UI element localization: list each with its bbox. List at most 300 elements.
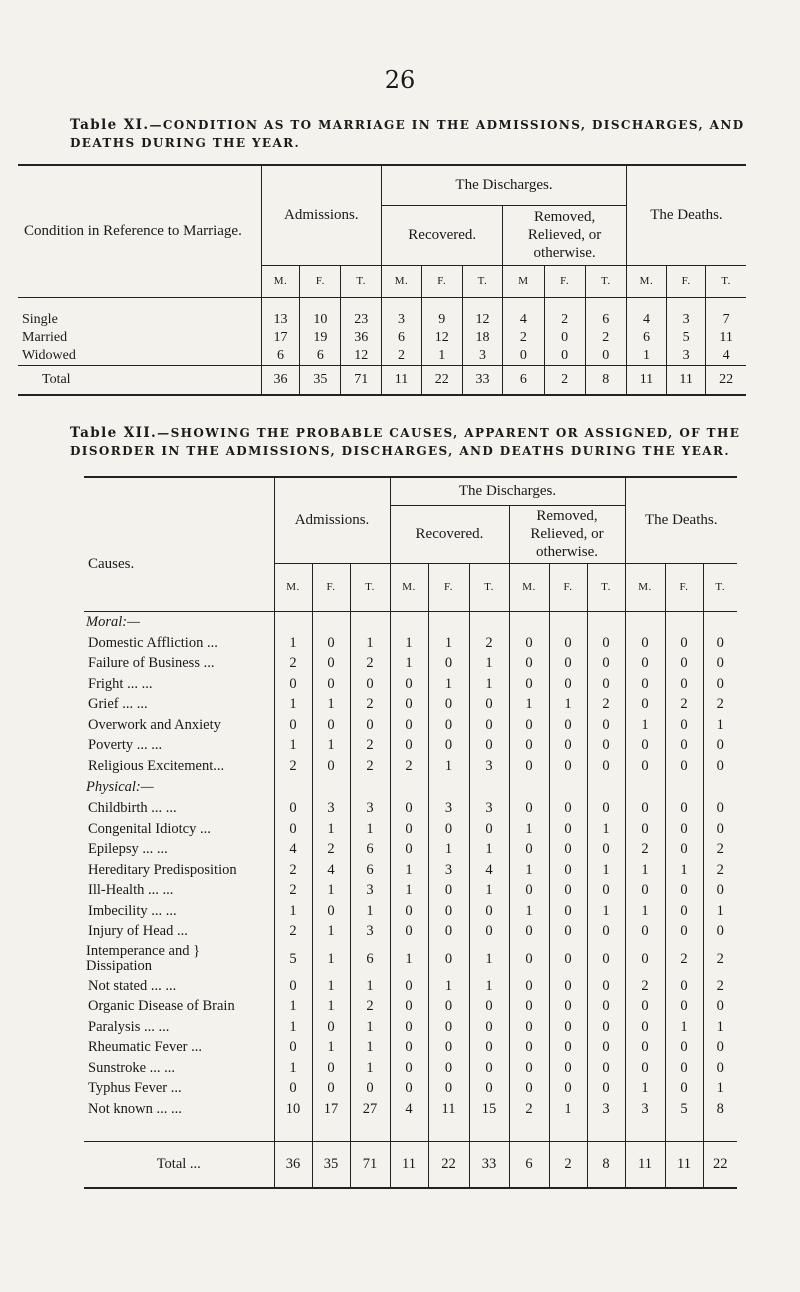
cell: 1: [428, 976, 469, 997]
cell: 0: [665, 840, 703, 861]
row-label: Ill-Health ... ...: [88, 882, 174, 899]
cell: 0: [509, 799, 549, 820]
cell: 5: [665, 1099, 703, 1120]
cell: 0: [703, 997, 737, 1018]
recovered-header: Recovered.: [382, 205, 503, 265]
cell: 1: [390, 860, 428, 881]
cell: 35: [312, 1142, 350, 1188]
cell: 0: [549, 674, 587, 695]
cell: 0: [428, 1038, 469, 1059]
death-t-header: T.: [703, 563, 737, 611]
cell: 3: [428, 799, 469, 820]
cell: 0: [428, 715, 469, 736]
total-row: [84, 1142, 737, 1188]
table-row: [84, 756, 737, 777]
table-row: [84, 1038, 737, 1059]
cell: 2: [703, 695, 737, 716]
cell: 35: [300, 365, 341, 395]
cell: 0: [625, 819, 665, 840]
recovered-header: Recovered.: [390, 505, 509, 563]
cell: 0: [350, 674, 390, 695]
discharges-header: The Discharges.: [390, 477, 625, 505]
cell: 1: [625, 860, 665, 881]
cell: 1: [312, 922, 350, 943]
cell: 1: [390, 633, 428, 654]
moral-section: [84, 611, 737, 633]
cell: 0: [428, 695, 469, 716]
cell: 71: [350, 1142, 390, 1188]
table-row: [84, 1099, 737, 1120]
cell: 0: [469, 715, 509, 736]
row-label: Organic Disease of Brain: [88, 998, 235, 1015]
cell: 2: [585, 329, 626, 347]
table-row: [18, 311, 746, 329]
cell: 0: [703, 819, 737, 840]
cell: 0: [390, 715, 428, 736]
table-row: [84, 881, 737, 902]
cell: 0: [625, 942, 665, 976]
table-row: [84, 736, 737, 757]
cell: 3: [667, 311, 706, 329]
cell: 0: [665, 997, 703, 1018]
cell: 1: [350, 633, 390, 654]
cell: 0: [390, 819, 428, 840]
cell: 0: [469, 1017, 509, 1038]
cell: 1: [549, 695, 587, 716]
table-row: [84, 695, 737, 716]
row-label: Paralysis ... ...: [88, 1018, 170, 1035]
table-11-caption: [70, 116, 750, 152]
cell: 1: [625, 901, 665, 922]
cell: 0: [665, 756, 703, 777]
cell: 0: [587, 654, 625, 675]
cell: 0: [665, 976, 703, 997]
cell: 23: [341, 311, 382, 329]
cell: 0: [390, 1017, 428, 1038]
cell: 0: [312, 1058, 350, 1079]
cell: 0: [625, 997, 665, 1018]
table-row: [84, 860, 737, 881]
cell: 0: [509, 633, 549, 654]
table-row: [84, 840, 737, 861]
cell: 6: [350, 860, 390, 881]
cell: 0: [549, 922, 587, 943]
cell: 0: [509, 976, 549, 997]
cell: 0: [274, 1079, 312, 1100]
cell: 12: [462, 311, 503, 329]
cell: 0: [549, 881, 587, 902]
cell: 0: [469, 819, 509, 840]
cell: 2: [587, 695, 625, 716]
cell: 1: [274, 1058, 312, 1079]
cell: 1: [274, 997, 312, 1018]
cell: 1: [703, 1079, 737, 1100]
cell: 1: [509, 901, 549, 922]
cell: 0: [587, 715, 625, 736]
table-11: [18, 164, 746, 396]
cell: 0: [549, 633, 587, 654]
cell: 0: [587, 736, 625, 757]
cell: 0: [587, 1017, 625, 1038]
cell: 15: [469, 1099, 509, 1120]
cell: 0: [509, 674, 549, 695]
cell: 0: [625, 881, 665, 902]
cell: 0: [509, 1079, 549, 1100]
rem-f-header: F.: [549, 563, 587, 611]
cell: 0: [625, 633, 665, 654]
cell: 2: [665, 695, 703, 716]
cell: 0: [665, 1058, 703, 1079]
death-m-header: M.: [625, 563, 665, 611]
cell: 6: [585, 311, 626, 329]
cell: 71: [341, 365, 382, 395]
row-label: Childbirth ... ...: [88, 800, 177, 817]
cell: 0: [503, 347, 544, 365]
cell: 3: [350, 922, 390, 943]
cell: 1: [469, 654, 509, 675]
cell: 0: [469, 901, 509, 922]
cell: 0: [509, 1038, 549, 1059]
row-label: Widowed: [22, 347, 76, 363]
cell: 1: [312, 1038, 350, 1059]
cell: 0: [312, 901, 350, 922]
cell: 2: [703, 942, 737, 976]
cell: 0: [509, 881, 549, 902]
cell: 19: [300, 329, 341, 347]
cell: 0: [549, 736, 587, 757]
rec-m-header: M.: [390, 563, 428, 611]
cell: 0: [549, 840, 587, 861]
row-label: Fright ... ...: [88, 675, 153, 692]
cell: 11: [626, 365, 666, 395]
cell: 3: [462, 347, 503, 365]
cell: 3: [625, 1099, 665, 1120]
table-11-caption-text: —CONDITION AS TO MARRIAGE IN THE ADMISSIONS, DISCHARGES, AND DEATHS DURING THE YEAR.: [70, 118, 745, 150]
cell: 2: [665, 942, 703, 976]
cell: 0: [390, 799, 428, 820]
cell: 1: [428, 756, 469, 777]
cell: 0: [312, 633, 350, 654]
rem-t-header: T.: [587, 563, 625, 611]
cell: 1: [703, 901, 737, 922]
table-row: [18, 329, 746, 347]
cell: 0: [625, 695, 665, 716]
cell: 0: [469, 1038, 509, 1059]
cell: 6: [382, 329, 422, 347]
cell: 0: [549, 976, 587, 997]
cell: 12: [421, 329, 462, 347]
cell: 0: [587, 799, 625, 820]
cell: 0: [703, 756, 737, 777]
cell: 0: [350, 1079, 390, 1100]
cell: 2: [469, 633, 509, 654]
cell: 0: [625, 922, 665, 943]
cell: 6: [509, 1142, 549, 1188]
cell: 12: [341, 347, 382, 365]
table-row: [84, 654, 737, 675]
cell: 17: [312, 1099, 350, 1120]
cell: 11: [428, 1099, 469, 1120]
cell: 1: [312, 881, 350, 902]
cell: 33: [462, 365, 503, 395]
cell: 0: [274, 674, 312, 695]
cell: 0: [544, 329, 585, 347]
table-12-caption: [70, 424, 750, 460]
table-row: [84, 799, 737, 820]
cell: 1: [274, 1017, 312, 1038]
table-12-caption-text: —SHOWING THE PROBABLE CAUSES, APPARENT OR ASSIGNED, OF THE DISORDER IN THE ADMISSIONS, DISCHARGES, AND DEATHS DURING THE YEAR.: [70, 426, 741, 458]
cell: 0: [312, 715, 350, 736]
cell: 0: [703, 736, 737, 757]
rem-f-header: F.: [544, 265, 585, 297]
cell: 0: [509, 942, 549, 976]
cell: 1: [509, 695, 549, 716]
cell: 33: [469, 1142, 509, 1188]
cell: 11: [667, 365, 706, 395]
cell: 11: [390, 1142, 428, 1188]
cell: 1: [587, 860, 625, 881]
cell: 1: [509, 819, 549, 840]
cell: 6: [503, 365, 544, 395]
cell: 6: [350, 840, 390, 861]
cell: 22: [428, 1142, 469, 1188]
cell: 0: [549, 654, 587, 675]
cell: 0: [587, 881, 625, 902]
adm-t-header: T.: [350, 563, 390, 611]
table-row: [84, 715, 737, 736]
cell: 0: [469, 922, 509, 943]
cell: 0: [544, 347, 585, 365]
cell: 0: [390, 1058, 428, 1079]
table-row: [18, 347, 746, 365]
cell: 0: [312, 654, 350, 675]
cell: 0: [509, 654, 549, 675]
cell: 1: [587, 819, 625, 840]
cell: 27: [350, 1099, 390, 1120]
table-row: [84, 819, 737, 840]
cell: 0: [509, 1017, 549, 1038]
row-label: Imbecility ... ...: [88, 902, 177, 919]
cell: 0: [625, 799, 665, 820]
cell: 3: [350, 881, 390, 902]
cell: 2: [544, 365, 585, 395]
cell: 0: [549, 799, 587, 820]
cell: 0: [587, 922, 625, 943]
cell: 1: [625, 1079, 665, 1100]
cell: 0: [703, 633, 737, 654]
cell: 0: [390, 840, 428, 861]
cell: 5: [667, 329, 706, 347]
cell: 0: [587, 756, 625, 777]
cell: 1: [469, 840, 509, 861]
cell: 2: [503, 329, 544, 347]
cell: 8: [587, 1142, 625, 1188]
cell: 0: [274, 819, 312, 840]
cell: 0: [274, 1038, 312, 1059]
cell: 2: [274, 922, 312, 943]
rec-t-header: T.: [462, 265, 503, 297]
cell: 0: [312, 1079, 350, 1100]
cell: 1: [428, 633, 469, 654]
row-label: Hereditary Predisposition: [88, 861, 237, 878]
cell: 2: [274, 654, 312, 675]
cell: 0: [665, 736, 703, 757]
cell: 0: [509, 736, 549, 757]
cell: 0: [587, 1079, 625, 1100]
cell: 0: [428, 881, 469, 902]
row-label: Poverty ... ...: [88, 737, 163, 754]
rec-f-header: F.: [428, 563, 469, 611]
table-12-caption-prefix: Table XII.: [70, 425, 158, 441]
cell: 2: [350, 654, 390, 675]
cell: 3: [382, 311, 422, 329]
total-label: Total: [18, 365, 261, 395]
cell: 0: [428, 997, 469, 1018]
cell: 0: [703, 1058, 737, 1079]
cell: 4: [626, 311, 666, 329]
table-11-caption-prefix: Table XI.: [70, 117, 150, 133]
cell: 0: [665, 922, 703, 943]
cell: 0: [703, 922, 737, 943]
cell: 0: [587, 942, 625, 976]
cell: 1: [390, 942, 428, 976]
row-label: Grief ... ...: [88, 696, 148, 713]
cell: 1: [665, 1017, 703, 1038]
discharges-header: The Discharges.: [382, 165, 627, 205]
cell: 11: [665, 1142, 703, 1188]
cell: 0: [549, 715, 587, 736]
cell: 0: [665, 901, 703, 922]
cell: 1: [469, 674, 509, 695]
cell: 0: [509, 840, 549, 861]
cell: 0: [585, 347, 626, 365]
cell: 1: [625, 715, 665, 736]
cell: 22: [706, 365, 746, 395]
cell: 1: [312, 976, 350, 997]
cell: 4: [706, 347, 746, 365]
cell: 13: [261, 311, 300, 329]
cell: 0: [549, 942, 587, 976]
cell: 2: [274, 860, 312, 881]
cell: 1: [274, 695, 312, 716]
table-row: [84, 942, 737, 976]
cell: 0: [428, 736, 469, 757]
cell: 0: [312, 756, 350, 777]
cell: 36: [261, 365, 300, 395]
cell: 0: [312, 674, 350, 695]
cell: 1: [312, 942, 350, 976]
cell: 0: [469, 695, 509, 716]
total-row: [18, 365, 746, 395]
cell: 0: [390, 1079, 428, 1100]
cell: 0: [428, 1079, 469, 1100]
cell: 1: [587, 901, 625, 922]
cell: 2: [625, 840, 665, 861]
cell: 0: [549, 1058, 587, 1079]
rec-t-header: T.: [469, 563, 509, 611]
cell: 2: [549, 1142, 587, 1188]
adm-m-header: M.: [274, 563, 312, 611]
adm-t-header: T.: [341, 265, 382, 297]
cell: 2: [350, 736, 390, 757]
cell: 4: [274, 840, 312, 861]
cell: 0: [509, 997, 549, 1018]
cell: 0: [428, 901, 469, 922]
row-label: Injury of Head ...: [88, 923, 188, 940]
cell: 0: [509, 715, 549, 736]
condition-header: Condition in Reference to Marriage.: [24, 223, 242, 240]
cell: 4: [312, 860, 350, 881]
cell: 0: [549, 997, 587, 1018]
cell: 0: [390, 997, 428, 1018]
table-12: [84, 476, 737, 1189]
cell: 0: [625, 654, 665, 675]
cell: 4: [390, 1099, 428, 1120]
cell: 0: [390, 674, 428, 695]
cell: 2: [509, 1099, 549, 1120]
admissions-header: Admissions.: [261, 165, 382, 265]
cell: 6: [261, 347, 300, 365]
cell: 0: [703, 654, 737, 675]
cell: 17: [261, 329, 300, 347]
row-label: Rheumatic Fever ...: [88, 1039, 202, 1056]
cell: 0: [469, 736, 509, 757]
cell: 3: [312, 799, 350, 820]
row-label: Failure of Business ...: [88, 655, 215, 672]
cell: 1: [274, 736, 312, 757]
removed-header: Removed, Relieved, or otherwise.: [509, 505, 625, 563]
cell: 0: [703, 1038, 737, 1059]
cell: 0: [549, 1038, 587, 1059]
cell: 0: [428, 922, 469, 943]
cell: 1: [350, 1038, 390, 1059]
cell: 0: [428, 819, 469, 840]
cell: 8: [585, 365, 626, 395]
cell: 0: [703, 799, 737, 820]
cell: 3: [667, 347, 706, 365]
cell: 4: [503, 311, 544, 329]
cell: 0: [665, 1038, 703, 1059]
cell: 0: [587, 633, 625, 654]
cell: 0: [350, 715, 390, 736]
cell: 0: [274, 799, 312, 820]
cell: 0: [625, 736, 665, 757]
cell: 1: [274, 901, 312, 922]
row-label: Domestic Affliction ...: [88, 634, 218, 651]
cell: 0: [274, 715, 312, 736]
cell: 9: [421, 311, 462, 329]
cell: 0: [509, 1058, 549, 1079]
cell: 1: [350, 1017, 390, 1038]
cell: 1: [312, 736, 350, 757]
cell: 0: [549, 901, 587, 922]
cell: 0: [549, 756, 587, 777]
cell: 1: [274, 633, 312, 654]
cell: 0: [665, 633, 703, 654]
adm-m-header: M.: [261, 265, 300, 297]
cell: 0: [428, 654, 469, 675]
cell: 0: [703, 881, 737, 902]
cell: 0: [390, 901, 428, 922]
cell: 1: [312, 695, 350, 716]
cell: 1: [350, 1058, 390, 1079]
row-label: Married: [22, 330, 68, 345]
row-label: Religious Excitement...: [88, 757, 225, 774]
cell: 0: [625, 1017, 665, 1038]
removed-header: Removed, Relieved, or otherwise.: [503, 205, 627, 265]
admissions-header: Admissions.: [274, 477, 390, 563]
cell: 2: [703, 976, 737, 997]
